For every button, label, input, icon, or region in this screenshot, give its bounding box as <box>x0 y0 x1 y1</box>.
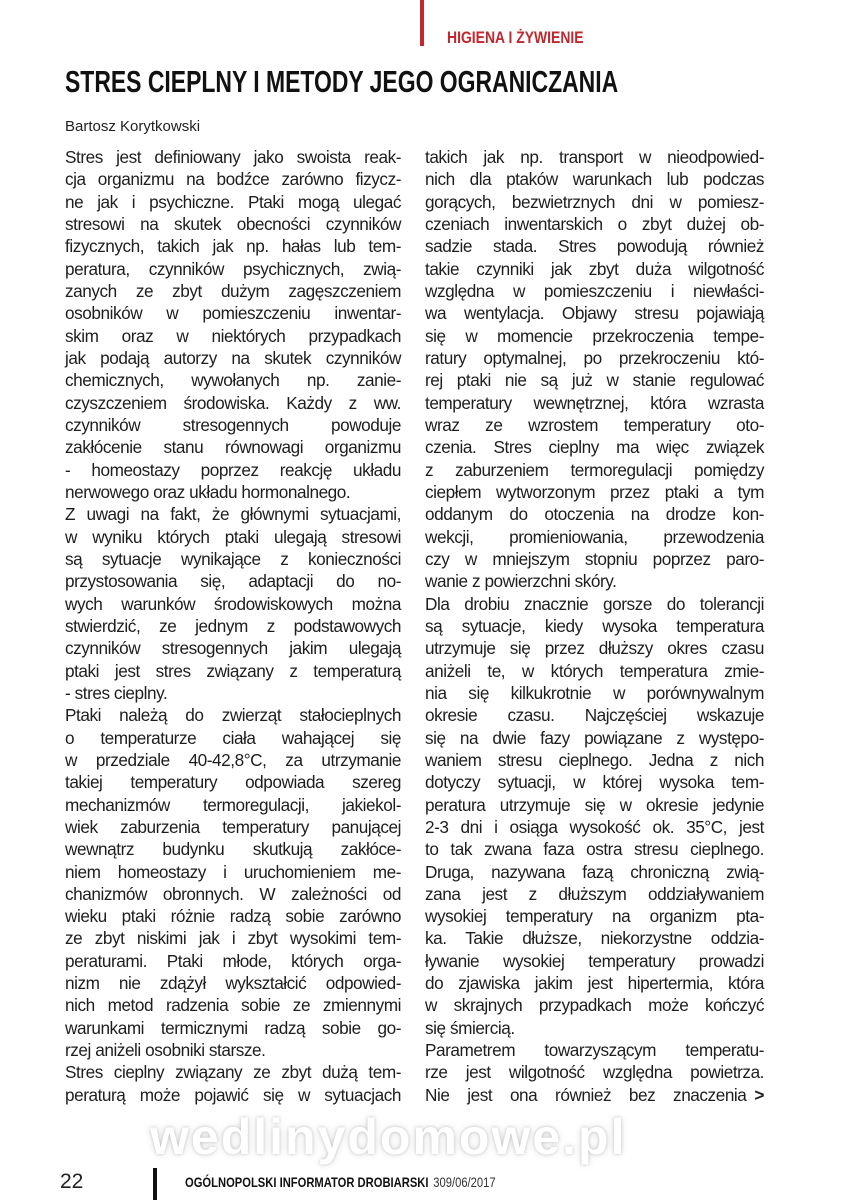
text-line: czynników stresogennych jakim ulegają <box>65 638 401 659</box>
paragraph <box>65 1061 401 1106</box>
text-line: nia się kilkukrotnie w porównywalnym <box>425 682 764 703</box>
text-line: mechanizmów termoregulacji, jakiekol- <box>65 794 401 815</box>
left-text-column <box>65 146 401 1106</box>
text-line: stwierdzić, ze jednym z podstawowych <box>65 615 401 636</box>
text-line: w skrajnych przypadkach może kończyć <box>425 995 764 1016</box>
text-line: takie czynniki jak zbyt duża wilgotność <box>425 258 764 279</box>
text-line: wekcji, promieniowania, przewodzenia <box>425 526 764 547</box>
text-line: zakłócenie stanu równowagi organizmu <box>65 437 401 458</box>
text-line: Z uwagi na fakt, że głównymi sytuacjami, <box>65 504 401 525</box>
text-line: stresowi na skutek obecności czynników <box>65 213 401 234</box>
text-line: ciepłem wytworzonym przez ptaki a tym <box>425 481 764 502</box>
text-line: niem homeostazy i uruchomieniem me- <box>65 861 401 882</box>
text-line: czyszczeniem środowiska. Każdy z ww. <box>65 392 401 413</box>
text-line: 2-3 dni i osiąga wysokość ok. 35°C, jest <box>425 816 764 837</box>
text-line: czenia. Stres cieplny ma więc związek <box>425 437 764 458</box>
paragraph <box>65 704 401 1061</box>
paragraph <box>65 146 401 503</box>
text-line: Dla drobiu znacznie gorsze do tolerancji <box>425 593 764 614</box>
text-line: wa wentylacja. Objawy stresu pojawiają <box>425 303 764 324</box>
text-line: o temperaturze ciała wahającej się <box>65 727 401 748</box>
continue-arrow-icon: > <box>754 1084 764 1105</box>
text-line: są sytuacje, kiedy wysoka temperatura <box>425 615 764 636</box>
text-line: rej ptaki nie są już w stanie regulować <box>425 370 764 391</box>
text-line: ływanie wysokiej temperatury prowadzi <box>425 950 764 971</box>
text-line: peraturą może pojawić się w sytuacjach <box>65 1084 401 1105</box>
text-line: chemicznych, wywołanych np. zanie- <box>65 370 401 391</box>
text-line: osobników w pomieszczeniu inwentar- <box>65 303 401 324</box>
text-line: wych warunków środowiskowych można <box>65 593 401 614</box>
section-marker-bar <box>420 0 424 46</box>
text-line: chanizmów obronnych. W zależności od <box>65 883 401 904</box>
text-line: nich dla ptaków warunkach lub podczas <box>425 169 764 190</box>
section-label: HIGIENA I ŻYWIENIE <box>447 28 584 47</box>
text-line: względna w pomieszczeniu i niewłaści- <box>425 280 764 301</box>
text-line-content: Nie jest ona również bez znaczenia <box>425 1084 747 1105</box>
text-line: do zjawiska jakim jest hipertermia, która <box>425 973 764 994</box>
text-line: fizycznych, takich jak np. hałas lub tem- <box>65 236 401 257</box>
paragraph <box>65 503 401 704</box>
article-title: STRES CIEPLNY I METODY JEGO OGRANICZANIA <box>65 64 619 99</box>
text-line: nich metod radzenia sobie ze zmiennymi <box>65 995 401 1016</box>
text-line: utrzymuje się przez dłuższy okres czasu <box>425 638 764 659</box>
text-line: - stres cieplny. <box>65 682 168 703</box>
footer-bar <box>153 1168 157 1200</box>
text-line: ze zbyt niskimi jak i zbyt wysokimi tem- <box>65 928 401 949</box>
text-line: ka. Takie dłuższe, niekorzystne oddzia- <box>425 928 764 949</box>
paragraph <box>425 1039 764 1106</box>
text-line: czy w mniejszym stopniu poprzez paro- <box>425 548 764 569</box>
text-line: się śmiercią. <box>425 1017 515 1038</box>
text-line: sadzie stada. Stres powodują również <box>425 236 764 257</box>
watermark: wedlinydomowe.pl <box>150 1109 627 1165</box>
text-line: są sytuacje wynikające z konieczności <box>65 548 401 569</box>
text-line: czeniach inwentarskich o zbyt dużej ob- <box>425 213 764 234</box>
text-line: wysokiej temperatury na organizm pta- <box>425 906 764 927</box>
text-line: Parametrem towarzyszącym temperatu- <box>425 1040 764 1061</box>
text-line: peratura utrzymuje się w okresie jedynie <box>425 794 764 815</box>
text-line: waniem stresu cieplnego. Jedna z nich <box>425 749 764 770</box>
text-line: czynników stresogennych powoduje <box>65 414 401 435</box>
text-line: wanie z powierzchni skóry. <box>425 571 617 592</box>
paragraph <box>425 146 764 593</box>
text-line: w przedziale 40-42,8°C, za utrzymanie <box>65 749 401 770</box>
paragraph <box>425 593 764 1040</box>
text-line: nerwowego oraz układu hormonalnego. <box>65 481 351 502</box>
text-line: w wyniku których ptaki ulegają stresowi <box>65 526 401 547</box>
article-author: Bartosz Korytkowski <box>65 118 201 135</box>
text-line: takich jak np. transport w nieodpowied- <box>425 147 764 167</box>
text-line: cja organizmu na bodźce zarówno fizycz- <box>65 169 401 190</box>
text-line: się na dwie fazy powiązane z występo- <box>425 727 764 748</box>
text-line: peraturami. Ptaki młode, których orga- <box>65 950 401 971</box>
text-line <box>425 1084 764 1106</box>
text-line: rze jest wilgotność względna powietrza. <box>425 1062 764 1083</box>
text-line: się w momencie przekroczenia tempe- <box>425 325 764 346</box>
text-line: wraz ze wzrostem temperatury oto- <box>425 414 764 435</box>
text-line: dotyczy sytuacji, w której wysoka tem- <box>425 772 764 793</box>
text-line: peratura, czynników psychicznych, zwią- <box>65 258 401 279</box>
text-line: z zaburzeniem termoregulacji pomiędzy <box>425 459 764 480</box>
journal-footer <box>185 1174 496 1191</box>
text-line: warunkami termicznymi radzą sobie go- <box>65 1017 401 1038</box>
text-line: wiek zaburzenia temperatury panującej <box>65 816 401 837</box>
text-line: Stres jest definiowany jako swoista reak- <box>65 147 401 167</box>
journal-name: OGÓLNOPOLSKI INFORMATOR DROBIARSKI <box>185 1174 429 1190</box>
text-line: ne jak i psychiczne. Ptaki mogą ulegać <box>65 191 401 212</box>
text-line: nizm nie zdążył wykształcić odpowied- <box>65 973 401 994</box>
text-line: wieku ptaki różnie radzą sobie zarówno <box>65 906 401 927</box>
text-line: gorących, bezwietrznych dni w pomiesz- <box>425 191 764 212</box>
text-line: ratury optymalnej, po przekroczeniu któ- <box>425 347 764 368</box>
text-line: Stres cieplny związany ze zbyt dużą tem- <box>65 1062 401 1083</box>
text-line: Druga, nazywana fazą chroniczną zwią- <box>425 861 764 882</box>
text-line: rzej aniżeli osobniki starsze. <box>65 1040 266 1061</box>
text-line: aniżeli te, w których temperatura zmie- <box>425 660 764 681</box>
text-line: okresie czasu. Najczęściej wskazuje <box>425 705 764 726</box>
text-line: takiej temperatury odpowiada szereg <box>65 772 401 793</box>
page-number: 22 <box>60 1170 84 1193</box>
text-line: Ptaki należą do zwierząt stałocieplnych <box>65 705 401 726</box>
text-line: przystosowania się, adaptacji do no- <box>65 571 401 592</box>
text-line: - homeostazy poprzez reakcję układu <box>65 459 401 480</box>
text-line: jak podają autorzy na skutek czynników <box>65 347 401 368</box>
text-line: wewnątrz budynku skutkują zakłóce- <box>65 839 401 860</box>
text-line: to tak zwana faza ostra stresu cieplnego. <box>425 839 764 860</box>
text-line: ptaki jest stres związany z temperaturą <box>65 660 401 681</box>
text-line: skim oraz w niektórych przypadkach <box>65 325 401 346</box>
right-text-column <box>425 146 764 1106</box>
journal-issue: 309/06/2017 <box>433 1174 496 1190</box>
text-line: zanych ze zbyt dużym zagęszczeniem <box>65 280 401 301</box>
text-line: temperatury wewnętrznej, która wzrasta <box>425 392 764 413</box>
text-line: oddanym do otoczenia na drodze kon- <box>425 504 764 525</box>
text-line: zana jest z dłuższym oddziaływaniem <box>425 883 764 904</box>
